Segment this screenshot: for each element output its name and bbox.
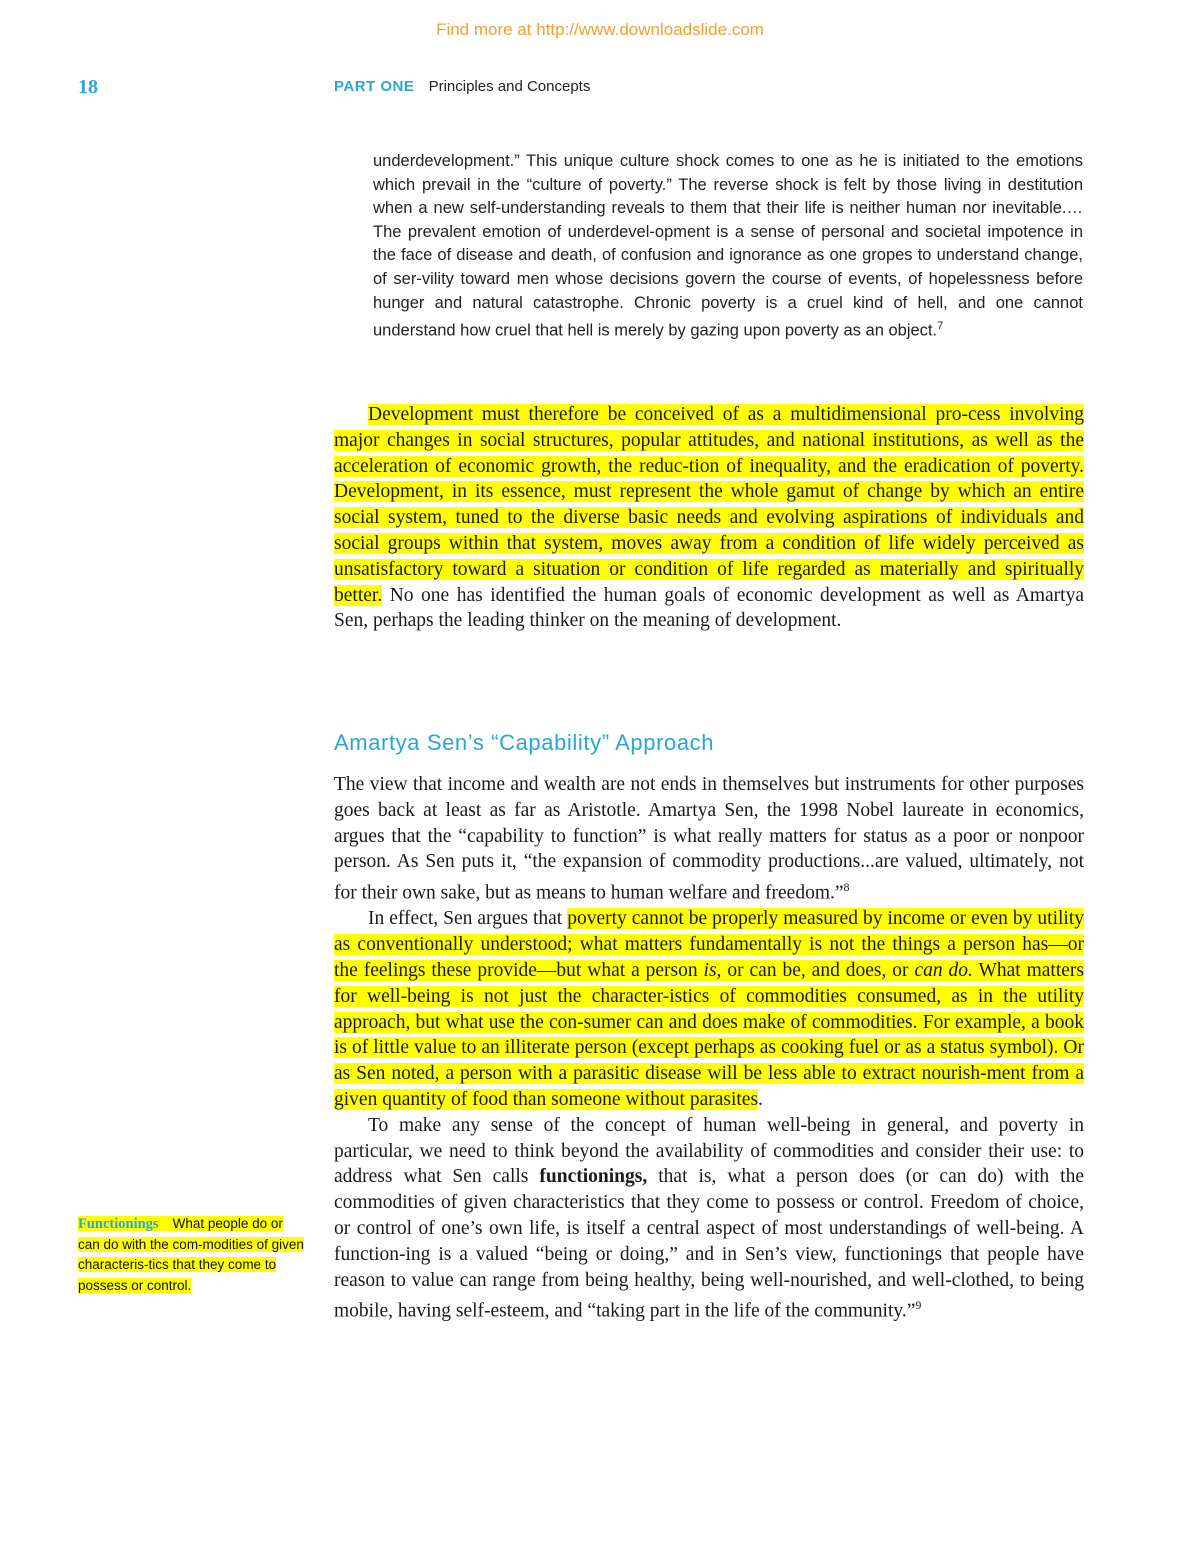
margin-definition: [78, 1214, 304, 1296]
block-quote: [373, 150, 1083, 343]
paragraph-development: [334, 402, 1084, 634]
footnote-marker: 7: [937, 320, 944, 333]
emphasis-text: can do.: [914, 960, 973, 982]
paragraph-aristotle: [334, 772, 1084, 906]
section-heading: Amartya Sen’s “Capability” Approach: [334, 730, 715, 755]
paragraph-text: that is, what a person does (or can do) with the commodities of given characteristics that they come to possess or control. Freedom of choice, or control of one’s own life, is itself a central aspect of most understandings of well-being. A function-ing is a valued “being or doing,” and in Sen’s view, functionings that people have reason to value can range from being healthy, being well-nourished, and well-clothed, to being mobile, having self-esteem, and “taking part in the life of the community.”: [334, 1166, 1084, 1322]
footnote-marker: 8: [843, 880, 850, 895]
paragraph-text: To make any sense of the concept of human well-being in general, and poverty in particular, we need to think beyond the availability of commodities and consider their use: to address what Sen calls: [334, 1114, 1084, 1188]
paragraph-functionings: [334, 1113, 1084, 1325]
key-term: functionings,: [539, 1166, 648, 1188]
footnote-marker: 9: [915, 1298, 922, 1313]
margin-definition-text: What people do or can do with the com-modities of given characteris-tics that they come to possess or control.: [78, 1216, 304, 1293]
highlighted-text: Development must therefore be conceived of as a multidimensional pro-cess involving major changes in social structures, popular attitudes, and national institutions, as well as the acceleration of economic growth, the reduc-tion of inequality, and the eradication of poverty. Development, in its essence, must represent the whole gamut of change by which an entire social system, tuned to the diverse basic needs and evolving aspirations of individuals and social groups within that system, moves away from a condition of life widely perceived as unsatisfactory toward a situation or condition of life regarded as materially and spiritually better.: [334, 404, 1084, 606]
paragraph-text: No one has identified the human goals of economic development as well as Amartya Sen, perhaps the leading thinker on the meaning of development.: [334, 584, 1084, 632]
part-label: PART ONE: [334, 78, 415, 95]
page-number: 18: [78, 76, 98, 98]
paragraph-text: In effect, Sen argues that: [368, 908, 568, 930]
paragraph-in-effect: In effect, Sen argues that poverty cannot be properly measured by income or even by utility as conventionally understood; what matters fundamentally is not the things a person has—or the feelings these provide—but what a person is, or can be, and does, or can do. What matters for well-being is not just the character-istics of commodities consumed, as in the utility approach, but what use the con-sumer can and does make of commodities. For example, a book is of little value to an illiterate person (except perhaps as cooking fuel or as a status symbol). Or as Sen noted, a person with a parasitic disease will be less able to extract nourish-ment from a given quantity of food than someone without parasites.: [334, 908, 1085, 1111]
emphasis-text: is,: [703, 960, 722, 982]
section-body: [334, 772, 1084, 1325]
watermark-link[interactable]: Find more at http://www.downloadslide.com: [436, 20, 764, 39]
running-head: [334, 78, 590, 95]
margin-term: Functionings: [78, 1216, 159, 1232]
paragraph-text: The view that income and wealth are not ends in themselves but instruments for other purposes goes back at least as far as Aristotle. Amartya Sen, the 1998 Nobel laureate in economics, argues that the “capability to function” is what really matters for status as a poor or nonpoor person. As Sen puts it, “the expansion of commodity productions...are valued, ultimately, not for their own sake, but as means to human welfare and freedom.”: [334, 774, 1084, 904]
chapter-title: Principles and Concepts: [428, 78, 591, 95]
highlighted-text: poverty cannot be properly measured by income or even by utility as conventionally understood; what matters fundamentally is not the things a person has—or the feelings these provide—but what a person is, or can be, and does, or can do. What matters for well-being is not just the character-istics of commodities consumed, as in the utility approach, but what use the con-sumer can and does make of commodities. For example, a book is of little value to an illiterate person (except perhaps as cooking fuel or as a status symbol). Or as Sen noted, a person with a parasitic disease will be less able to extract nourish-ment from a given quantity of food than someone without parasites: [334, 908, 1085, 1111]
block-quote-text: underdevelopment.” This unique culture shock comes to one as he is initiated to the emotions which prevail in the “culture of poverty.” The reverse shock is felt by those living in destitution when a new self-understanding reveals to them that their life is neither human nor inevitable.…The prevalent emotion of underdevel-opment is a sense of personal and societal impotence in the face of disease and death, of confusion and ignorance as one gropes to understand change, of ser-vility toward men whose decisions govern the course of events, of hopelessness before hunger and natural catastrophe. Chronic poverty is a cruel kind of hell, and one cannot understand how cruel that hell is merely by gazing upon poverty as an object.: [373, 152, 1083, 340]
